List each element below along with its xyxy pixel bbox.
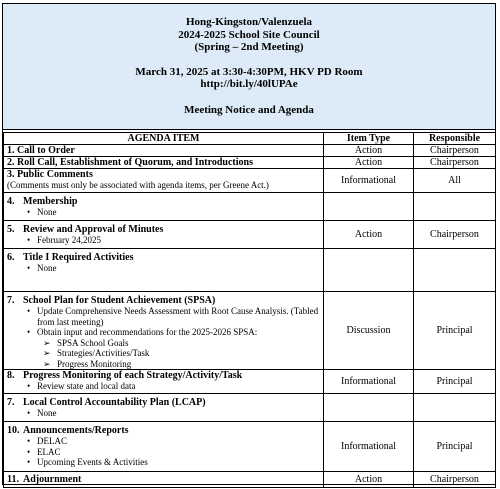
- list-item: • None: [7, 408, 320, 419]
- agenda-item-cell: [4, 145, 324, 157]
- agenda-header: [3, 4, 495, 130]
- item-title: Adjournment: [23, 474, 82, 485]
- item-number: 11.: [7, 474, 19, 485]
- agenda-item-cell: [4, 249, 324, 292]
- list-item: • None: [7, 263, 320, 274]
- item-type: Action: [324, 157, 414, 169]
- meeting-session: (Spring – 2nd Meeting): [194, 41, 304, 53]
- item-title: Membership: [23, 196, 78, 207]
- item-number: 2.: [7, 157, 15, 168]
- item-number: 5.: [7, 224, 15, 235]
- item-number: 10.: [7, 425, 20, 436]
- agenda-item-cell: [4, 169, 324, 193]
- table-header-row: [4, 133, 496, 145]
- item-type: Informational: [324, 422, 414, 472]
- table-row: [4, 472, 496, 488]
- column-header-type: Item Type: [324, 133, 414, 145]
- table-row: [4, 422, 496, 472]
- list-item: • Update Comprehensive Needs Assessment with Root Cause Analysis. (Tabled from last meeting): [7, 306, 320, 327]
- agenda-item-cell: [4, 472, 324, 488]
- agenda-title: Meeting Notice and Agenda: [184, 103, 314, 116]
- sub-list-item: ➢ SPSA School Goals: [7, 338, 320, 349]
- table-row: [4, 249, 496, 292]
- item-number: 3.: [7, 169, 15, 180]
- item-type: Action: [324, 221, 414, 249]
- item-type: Action: [324, 145, 414, 157]
- item-number: 1.: [7, 145, 15, 156]
- item-title: Call to Order: [17, 145, 75, 156]
- meeting-datetime: March 31, 2025 at 3:30-4:30PM, HKV PD Room: [135, 65, 363, 78]
- item-responsible: Chairperson: [414, 221, 496, 249]
- item-title: Progress Monitoring of each Strategy/Activity/Task: [23, 370, 243, 381]
- agenda-item-cell: [4, 394, 324, 422]
- item-number: 6.: [7, 252, 15, 263]
- agenda-item-cell: [4, 193, 324, 221]
- list-item: • Obtain input and recommendations for the 2025-2026 SPSA:: [7, 327, 320, 338]
- item-title: Announcements/Reports: [23, 425, 129, 436]
- item-title: Title I Required Activities: [23, 252, 134, 263]
- item-type: [324, 193, 414, 221]
- sub-list-item: ➢ Progress Monitoring: [7, 359, 320, 370]
- item-number: 8.: [7, 370, 15, 381]
- agenda-item-cell: [4, 422, 324, 472]
- item-responsible: Principal: [414, 422, 496, 472]
- item-title: Review and Approval of Minutes: [23, 224, 164, 235]
- list-item: • Upcoming Events & Activities: [7, 457, 320, 468]
- agenda-item-cell: [4, 221, 324, 249]
- agenda-item-cell: [4, 370, 324, 394]
- table-row: [4, 370, 496, 394]
- item-number: 7.: [7, 397, 15, 408]
- table-row: [4, 145, 496, 157]
- item-responsible: All: [414, 169, 496, 193]
- item-title: School Plan for Student Achievement (SPSA): [23, 295, 216, 306]
- column-header-responsible: Responsible: [414, 133, 496, 145]
- item-responsible: Chairperson: [414, 472, 496, 488]
- item-responsible: Chairperson: [414, 145, 496, 157]
- item-title: Local Control Accountability Plan (LCAP): [23, 397, 206, 408]
- agenda-table: [3, 132, 496, 488]
- table-row: [4, 169, 496, 193]
- table-row: [4, 221, 496, 249]
- list-item: • February 24,2025: [7, 235, 320, 246]
- item-responsible: [414, 193, 496, 221]
- column-header-item: AGENDA ITEM: [4, 133, 324, 145]
- table-row: [4, 394, 496, 422]
- table-row: [4, 292, 496, 370]
- item-type: Discussion: [324, 292, 414, 370]
- item-type: Informational: [324, 169, 414, 193]
- list-item: • DELAC: [7, 436, 320, 447]
- item-responsible: Chairperson: [414, 157, 496, 169]
- item-type: Informational: [324, 370, 414, 394]
- item-number: 4.: [7, 196, 15, 207]
- agenda-document: [2, 3, 496, 485]
- item-responsible: [414, 394, 496, 422]
- agenda-item-cell: [4, 157, 324, 169]
- item-type: [324, 249, 414, 292]
- list-item: • Review state and local data: [7, 381, 320, 392]
- item-number: 7.: [7, 295, 15, 306]
- sub-list-item: ➢ Strategies/Activities/Task: [7, 348, 320, 359]
- list-item: • None: [7, 207, 320, 218]
- item-type: Action: [324, 472, 414, 488]
- item-title: Public Comments: [17, 169, 93, 180]
- table-row: [4, 193, 496, 221]
- item-title: Roll Call, Establishment of Quorum, and Introductions: [17, 157, 253, 168]
- table-row: [4, 157, 496, 169]
- list-item: • ELAC: [7, 447, 320, 458]
- item-responsible: Principal: [414, 292, 496, 370]
- meeting-link[interactable]: http://bit.ly/40lUPAe: [200, 78, 298, 90]
- item-responsible: [414, 249, 496, 292]
- council-name: 2024-2025 School Site Council: [178, 28, 320, 41]
- item-responsible: Principal: [414, 370, 496, 394]
- item-note: (Comments must only be associated with agenda items, per Greene Act.): [7, 180, 269, 190]
- agenda-item-cell: [4, 292, 324, 370]
- item-type: [324, 394, 414, 422]
- school-name: Hong-Kingston/Valenzuela: [185, 16, 313, 28]
